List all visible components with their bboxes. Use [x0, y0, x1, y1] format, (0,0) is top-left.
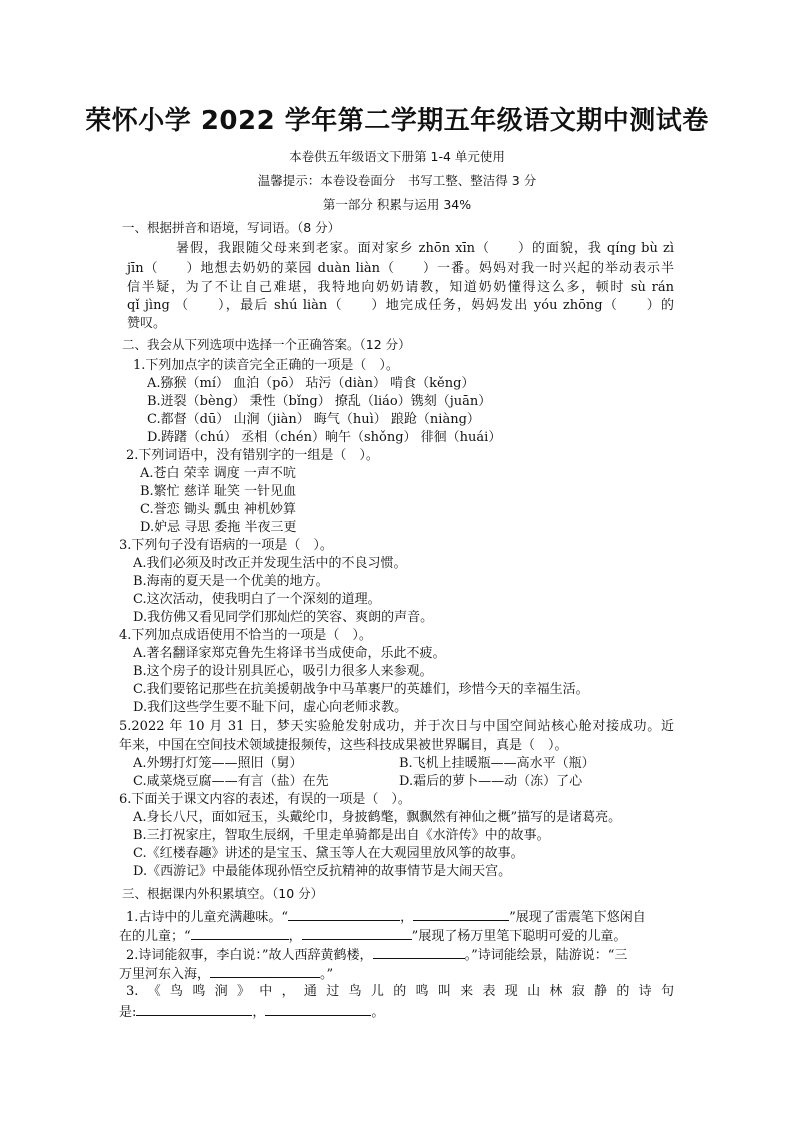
answer-option: A.身长八尺，面如冠玉，头戴纶巾，身披鹤氅，飘飘然有神仙之概”描写的是诸葛亮。 [133, 810, 622, 825]
answer-blank[interactable] [288, 907, 400, 921]
answer-option: A.著名翻译家郑克鲁先生将译书当成使命，乐此不疲。 [133, 646, 446, 661]
answer-option: B.这个房子的设计别具匠心，吸引力很多人来参观。 [133, 664, 433, 679]
question-stem: 4.下列加点成语使用不恰当的一项是（ ）。 [119, 628, 372, 643]
answer-blank[interactable] [413, 907, 509, 921]
answer-option: C.咸菜烧豆腐——有言（盐）在先 [133, 774, 329, 789]
answer-option: A.苍白 荣幸 调度 一声不吭 [140, 466, 296, 481]
answer-option: C.《红楼春趣》讲述的是宝玉、黛玉等人在大观园里放风筝的故事。 [133, 846, 524, 861]
answer-option: C.誉恋 锄头 瓢虫 神机妙算 [140, 502, 297, 517]
answer-option: B.繁忙 慈详 耻笑 一针见血 [140, 484, 297, 499]
answer-option: B.迸裂（bèng） 秉性（bǐng） 撩乱（liáo）镌刻（juān） [147, 394, 492, 409]
answer-blank[interactable] [191, 926, 289, 940]
part-heading: 第一部分 积累与运用 34% [322, 197, 472, 212]
answer-blank[interactable] [210, 964, 320, 978]
answer-blank[interactable] [265, 1002, 371, 1016]
answer-option: A.外甥打灯笼——照旧（舅） [133, 756, 303, 771]
section1-line: 赞叹。 [127, 316, 167, 331]
answer-option: C.都督（dū） 山涧（jiàn） 晦气（huì） 踉跄（niàng） [147, 412, 480, 427]
fill-question-2: 2.诗词能叙事，李白说：”故人西辞黄鹤楼， 。”诗词能绘景，陆游说：“三 [126, 945, 627, 964]
answer-blank[interactable] [302, 926, 412, 940]
scope-note: 本卷供五年级语文下册第 1-4 单元使用 [289, 149, 505, 164]
answer-blank[interactable] [373, 945, 465, 959]
section1-line: jīn（ ）地想去奶奶的菜园 duàn liàn（ ）一番。妈妈对我一时兴起的举动表示半 [127, 261, 674, 276]
section1-line: 暑假，我跟随父母来到老家。面对家乡 zhōn xīn（ ）的面貌，我 qíng bù zì [176, 241, 674, 256]
fill-question-1-cont: 在的儿童；“ ， ”展现了杨万里笔下聪明可爱的儿童。 [119, 926, 626, 945]
fill-question-2-cont: 万里河东入海， 。” [119, 964, 333, 983]
question-stem: 5.2022 年 10 月 31 日，梦天实验舱发射成功，并于次日与中国空间站核心舱对接成功。近 [119, 719, 674, 734]
answer-option: D.踌躇（chú） 丞相（chén）晌午（shǒng） 徘徊（huái） [147, 430, 502, 445]
answer-option: B.飞机上挂暖瓶——高水平（瓶） [399, 756, 595, 771]
question-stem: 年来，中国在空间技术领域捷报频传，这些科技成果被世界瞩目，真是（ ）。 [119, 738, 568, 753]
question-stem: 6.下面关于课文内容的表述，有误的一项是（ ）。 [119, 792, 411, 807]
section1-line: 信半疑，为了不让自己难堪，我特地向奶奶请教，知道奶奶懂得这么多，顿时 sù rán [127, 280, 674, 295]
answer-option: B.三打祝家庄，智取生辰纲，千里走单骑都是出自《水浒传》中的故事。 [133, 828, 550, 843]
tip-note: 温馨提示：本卷设卷面分 书写工整、整洁得 3 分 [257, 173, 537, 188]
answer-option: A.猕猴（mí） 血泊（pō） 玷污（diàn） 啃食（kěng） [147, 376, 475, 391]
section1-heading: 一、根据拼音和语境，写词语。（8 分） [122, 220, 341, 235]
answer-option: D.妒忌 寻思 委拖 半夜三更 [140, 520, 297, 535]
fill-question-1: 1.古诗中的儿童充满趣味。“ ， ”展现了雷震笔下悠闲自 [126, 907, 646, 926]
answer-option: B.海南的夏天是一个优美的地方。 [133, 574, 329, 589]
question-stem: 1.下列加点字的读音完全正确的一项是（ ）。 [133, 358, 399, 373]
answer-option: C.我们要铭记那些在抗美援朝战争中马革裹尸的英雄们，珍惜今天的幸福生活。 [133, 682, 589, 697]
fill-question-3-cont: 是: ， 。 [119, 1002, 384, 1021]
answer-option: C.这次活动，使我明白了一个深刻的道理。 [133, 592, 381, 607]
question-stem: 3.下列句子没有语病的一项是（ ）。 [119, 538, 333, 553]
answer-blank[interactable] [136, 1002, 252, 1016]
fill-question-3: 3.《鸟鸣涧》中，通过鸟儿的鸣叫来表现山林寂静的诗句 [126, 984, 674, 999]
section1-line: qǐ jìng （ ），最后 shú liàn（ ）地完成任务，妈妈发出 yóu zhōng（ ）的 [127, 298, 674, 313]
exam-title: 荣怀小学 2022 学年第二学期五年级语文期中测试卷 [85, 106, 709, 136]
question-stem: 2.下列词语中，没有错别字的一组是（ ）。 [126, 448, 379, 463]
answer-option: D.霜后的萝卜——动（冻）了心 [399, 774, 583, 789]
section3-heading: 三、根据课内外积累填空。（10 分） [122, 886, 324, 901]
section2-heading: 二、我会从下列选项中选择一个正确答案。（12 分） [122, 337, 411, 352]
answer-option: A.我们必须及时改正并发现生活中的不良习惯。 [133, 556, 407, 571]
answer-option: D.我们这些学生要不耻下问，虚心向老师求教。 [133, 700, 408, 715]
answer-option: D.《西游记》中最能体现孙悟空反抗精神的故事情节是大闹天宫。 [133, 864, 512, 879]
answer-option: D.我仿佛又看见同学们那灿烂的笑容、爽朗的声音。 [133, 610, 434, 625]
